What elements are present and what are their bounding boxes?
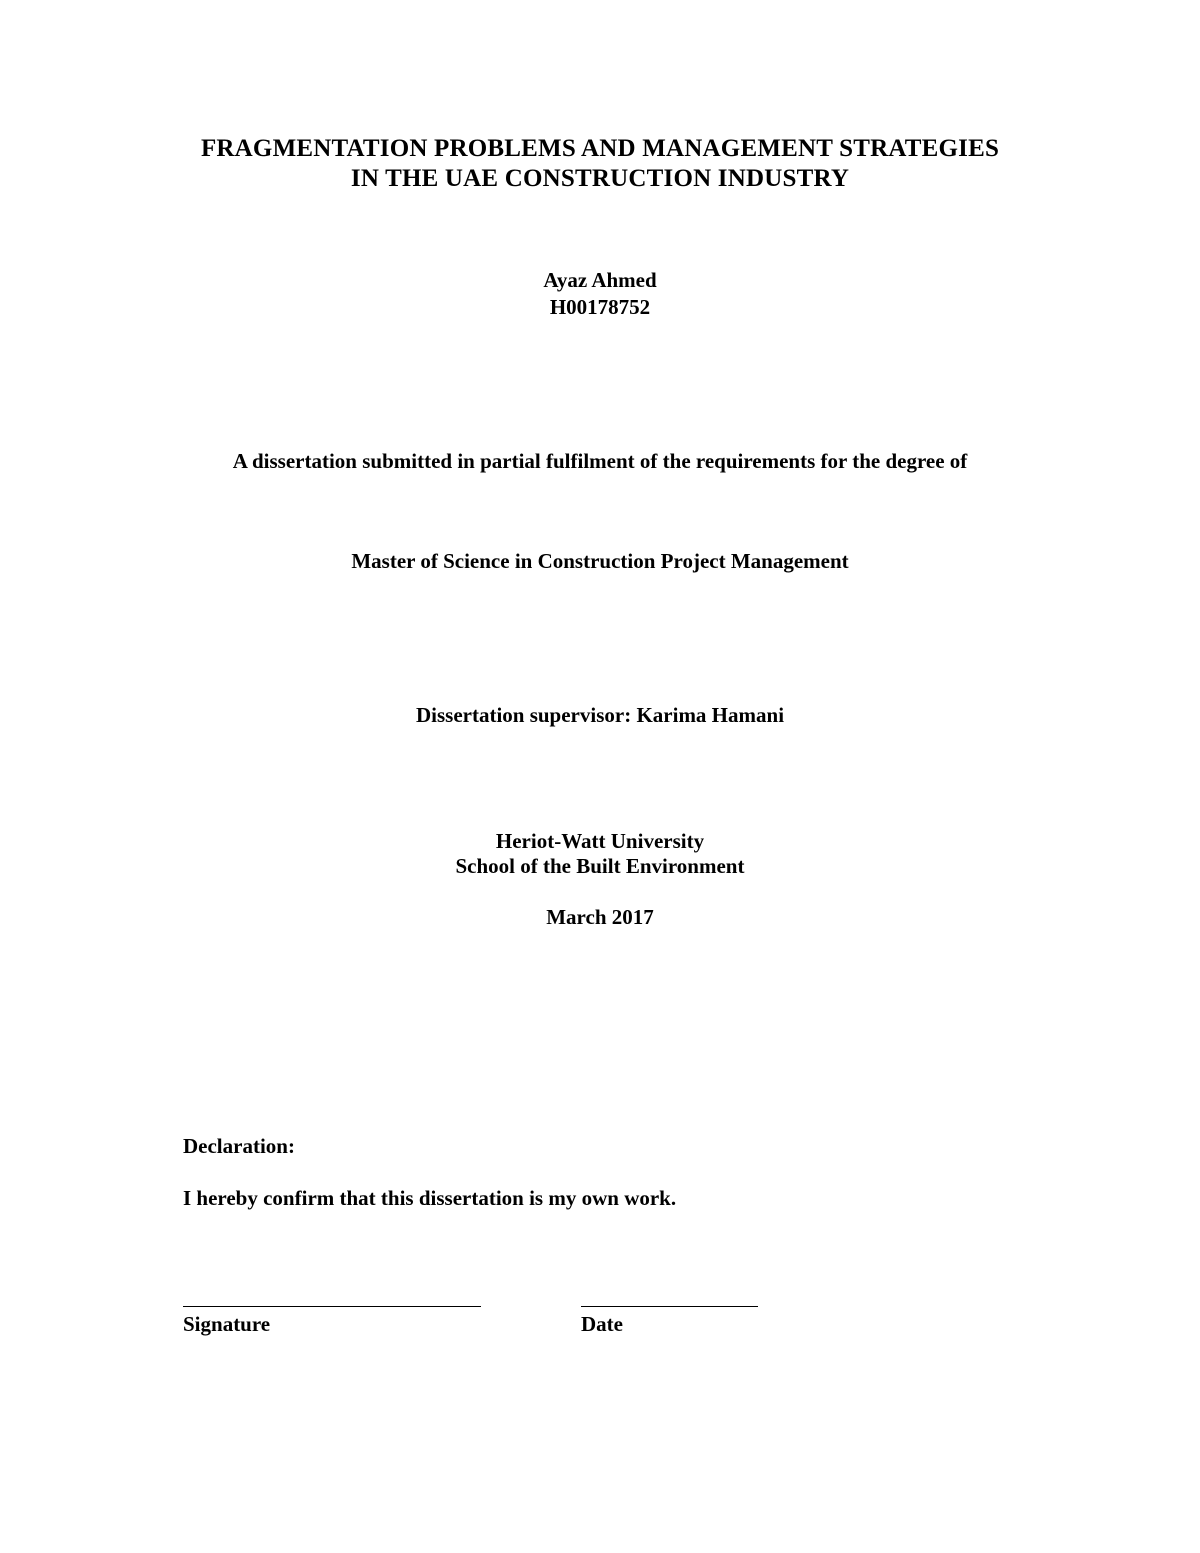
title-line-1: FRAGMENTATION PROBLEMS AND MANAGEMENT STRATEGIES: [200, 135, 1000, 162]
title-line-2: IN THE UAE CONSTRUCTION INDUSTRY: [350, 165, 850, 192]
submission-date: March 2017: [546, 905, 654, 929]
supervisor-line: Dissertation supervisor: Karima Hamani: [415, 703, 785, 727]
date-line: [581, 1306, 758, 1307]
date-label: Date: [581, 1312, 623, 1336]
submission-statement: A dissertation submitted in partial fulfilment of the requirements for the degree of: [232, 449, 968, 473]
degree-title: Master of Science in Construction Project Management: [351, 549, 849, 573]
student-id: H00178752: [549, 295, 651, 319]
declaration-text: I hereby confirm that this dissertation is my own work.: [183, 1186, 677, 1210]
signature-line: [183, 1306, 481, 1307]
school-name: School of the Built Environment: [455, 854, 745, 878]
declaration-heading: Declaration:: [183, 1134, 295, 1158]
signature-label: Signature: [183, 1312, 271, 1336]
university-name: Heriot-Watt University: [495, 829, 705, 853]
author-name: Ayaz Ahmed: [543, 268, 657, 292]
